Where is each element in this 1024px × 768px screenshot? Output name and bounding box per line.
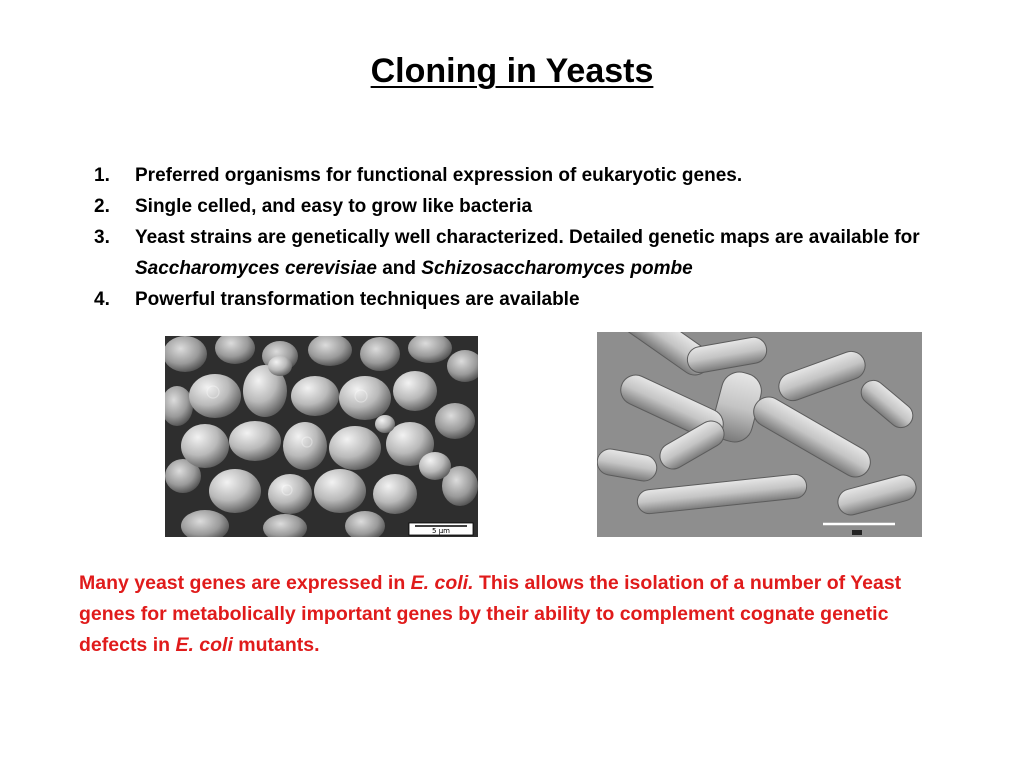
bullet-item <box>94 222 954 284</box>
fission-yeast-micrograph-drawing <box>597 332 922 537</box>
bullet-text: Single celled, and easy to grow like bacteria <box>135 196 533 217</box>
bullet-text: Powerful transformation techniques are available <box>135 289 580 310</box>
bullet-number: 4. <box>94 289 110 310</box>
species-name-saccharomyces: Saccharomyces cerevisiae <box>135 258 377 279</box>
bullet-item <box>94 191 954 222</box>
bullet-text-and: and <box>376 258 422 279</box>
bullet-number: 2. <box>94 196 110 217</box>
yeast-micrograph-image <box>165 336 478 537</box>
highlight-note <box>79 568 959 661</box>
bullet-number: 1. <box>94 165 110 186</box>
organism-ecoli: E. coli <box>175 634 233 656</box>
fission-yeast-micrograph-image <box>597 332 922 537</box>
bullet-list <box>94 160 954 315</box>
bullet-text: Preferred organisms for functional expression of eukaryotic genes. <box>135 165 743 186</box>
bullet-text: Yeast strains are genetically well characterized. Detailed genetic maps are available for <box>135 227 920 248</box>
bullet-item <box>94 284 954 315</box>
note-text: This allows the isolation of a number of Yeast genes for metabolically important genes by their ability to complement cognate genetic defects in <box>79 572 902 656</box>
bullet-item <box>94 160 954 191</box>
bullet-number: 3. <box>94 227 110 248</box>
note-text: mutants. <box>232 634 320 656</box>
species-name-schizosaccharomyces: Schizosaccharomyces pombe <box>421 258 693 279</box>
note-text: Many yeast genes are expressed in <box>79 572 411 594</box>
organism-ecoli: E. coli. <box>410 572 474 594</box>
scale-bar-label: 5 µm <box>432 527 450 535</box>
yeast-micrograph-drawing <box>165 336 478 537</box>
slide-title: Cloning in Yeasts <box>370 52 654 90</box>
